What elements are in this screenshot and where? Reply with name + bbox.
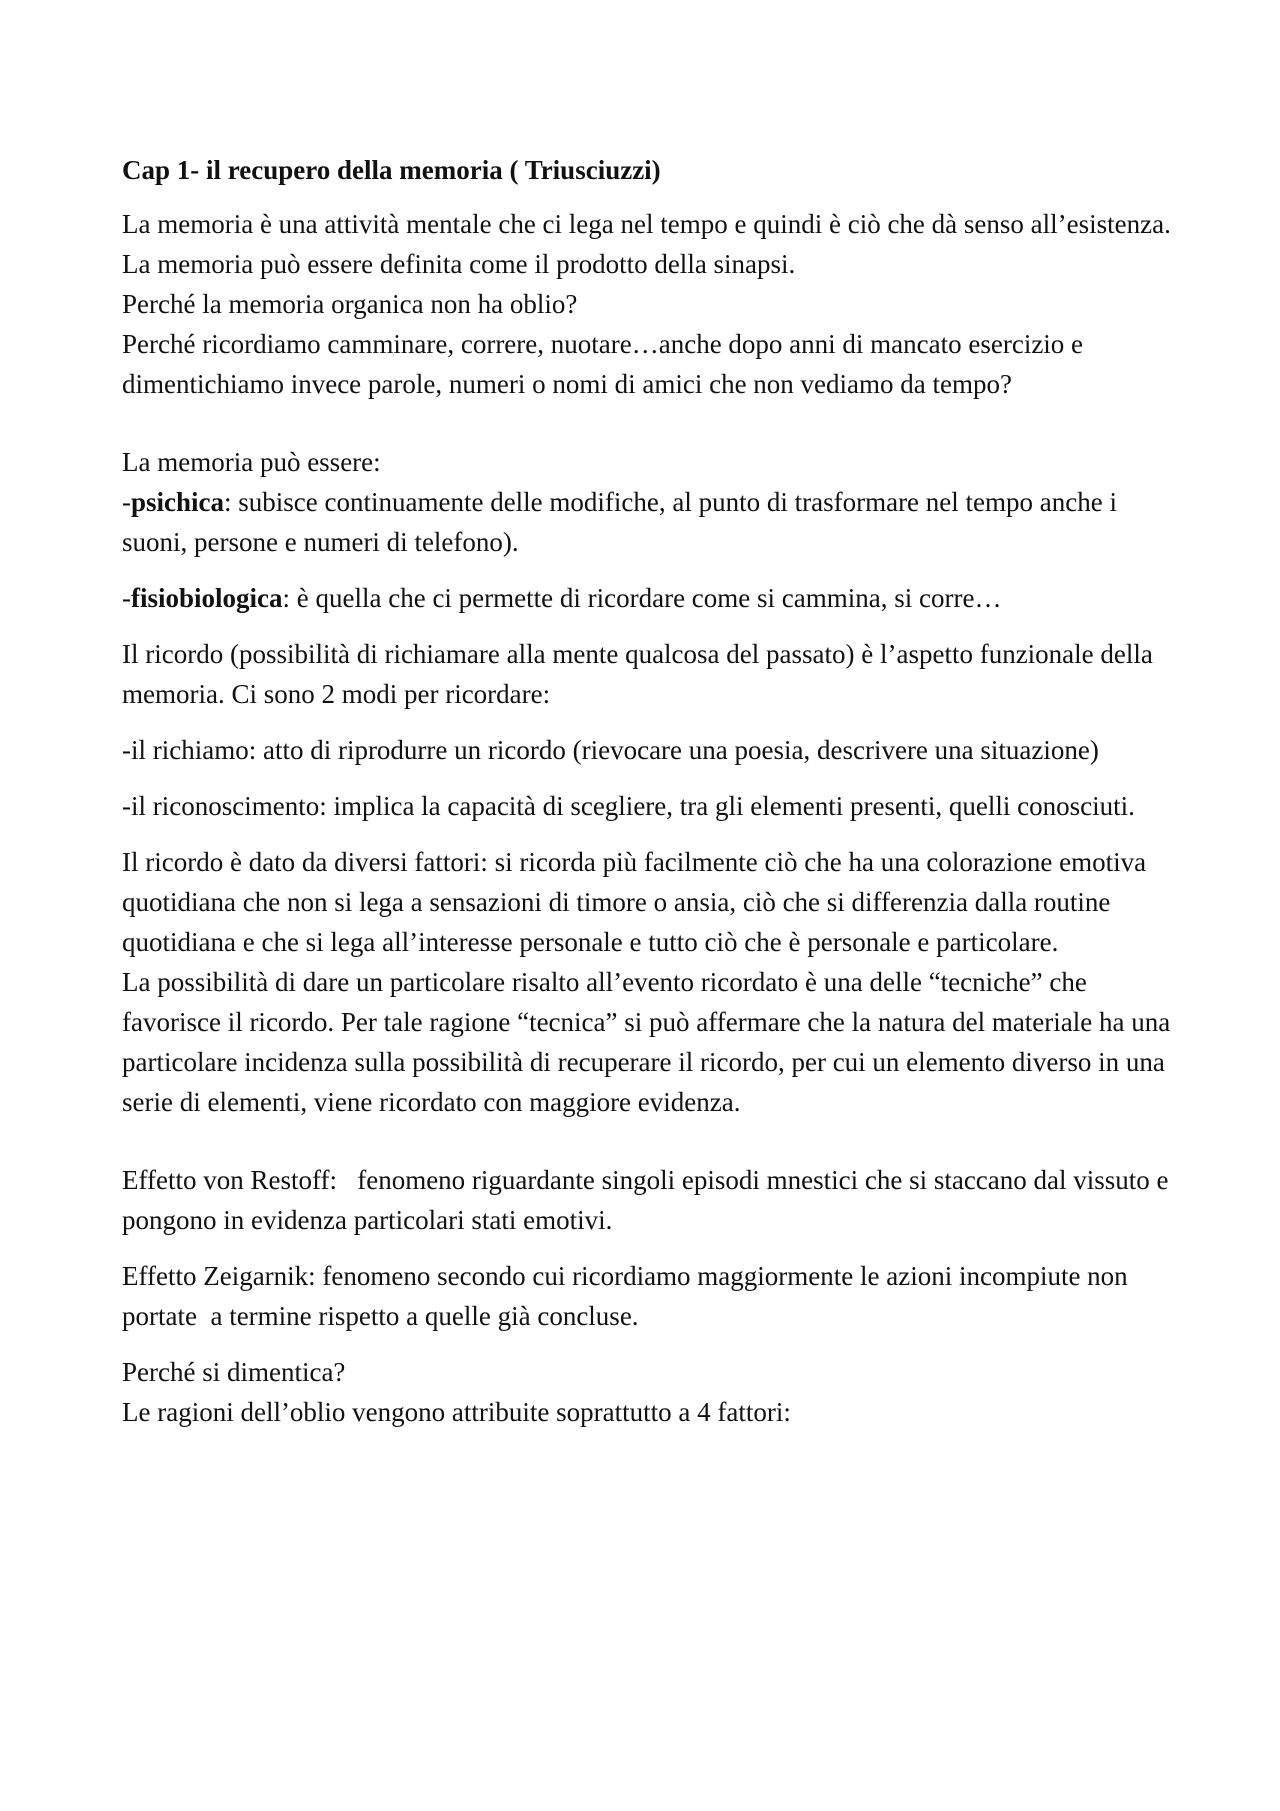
paragraph: La memoria è una attività mentale che ci lega nel tempo e quindi è ciò che dà senso all’esistenza. [122, 209, 1171, 239]
definition-text: : è quella che ci permette di ricordare come si cammina, si corre… [282, 583, 1002, 613]
bullet-prefix: - [122, 583, 131, 613]
ricordo-definition: Il ricordo (possibilità di richiamare alla mente qualcosa del passato) è l’aspetto funzionale della memoria. Ci sono 2 modi per ricordare: [122, 639, 1153, 709]
effect-zeigarnik: Effetto Zeigarnik: fenomeno secondo cui ricordiamo maggiormente le azioni incompiute non portate a termine rispetto a quelle già concluse. [122, 1261, 1135, 1331]
definition-text: : subisce continuamente delle modifiche, al punto di trasformare nel tempo anche i suoni, persone e numeri di telefono). [122, 487, 1117, 557]
term-psichica: psichica [131, 487, 225, 517]
bullet-prefix: - [122, 487, 131, 517]
paragraph: Le ragioni dell’oblio vengono attribuite soprattutto a 4 fattori: [122, 1397, 791, 1427]
oblio-block [122, 1352, 1182, 1432]
page-title: Cap 1- il recupero della memoria ( Triusciuzzi) [122, 155, 661, 185]
effect-restoff: Effetto von Restoff: fenomeno riguardante singoli episodi mnestici che si staccano dal vissuto e pongono in evidenza particolari stati emotivi. [122, 1165, 1176, 1235]
document-page [122, 150, 1182, 1432]
term-fisiobiologica: fisiobiologica [131, 583, 283, 613]
paragraph: Il ricordo è dato da diversi fattori: si ricorda più facilmente ciò che ha una colorazione emotiva quotidiana che non si lega a sensazioni di timore o ansia, ciò che si differenzia dalla routine quotidiana e che si lega all’interesse personale e tutto ciò che è personale e particolare. [122, 847, 1147, 957]
intro-block [122, 204, 1182, 404]
paragraph: La possibilità di dare un particolare risalto all’evento ricordato è una delle “tecniche” che favorisce il ricordo. Per tale ragione “tecnica” si può affermare che la natura del materiale ha una particolare incidenza sulla possibilità di recuperare il ricordo, per cui un elemento diverso in una serie di elementi, viene ricordato con maggiore evidenza. [122, 967, 1171, 1117]
types-intro: La memoria può essere: [122, 447, 381, 477]
mode-riconoscimento: -il riconoscimento: implica la capacità di scegliere, tra gli elementi presenti, quelli conosciuti. [122, 791, 1135, 821]
paragraph: Perché la memoria organica non ha oblio? [122, 289, 578, 319]
type-psichica [122, 482, 1182, 562]
fattori-block [122, 842, 1182, 1122]
paragraph: La memoria può essere definita come il prodotto della sinapsi. [122, 249, 796, 279]
mode-richiamo: -il richiamo: atto di riprodurre un ricordo (rievocare una poesia, descrivere una situazione) [122, 735, 1099, 765]
paragraph: Perché si dimentica? [122, 1357, 346, 1387]
paragraph: Perché ricordiamo camminare, correre, nuotare…anche dopo anni di mancato esercizio e dimentichiamo invece parole, numeri o nomi di amici che non vediamo da tempo? [122, 329, 1084, 399]
type-fisiobiologica [122, 578, 1182, 618]
